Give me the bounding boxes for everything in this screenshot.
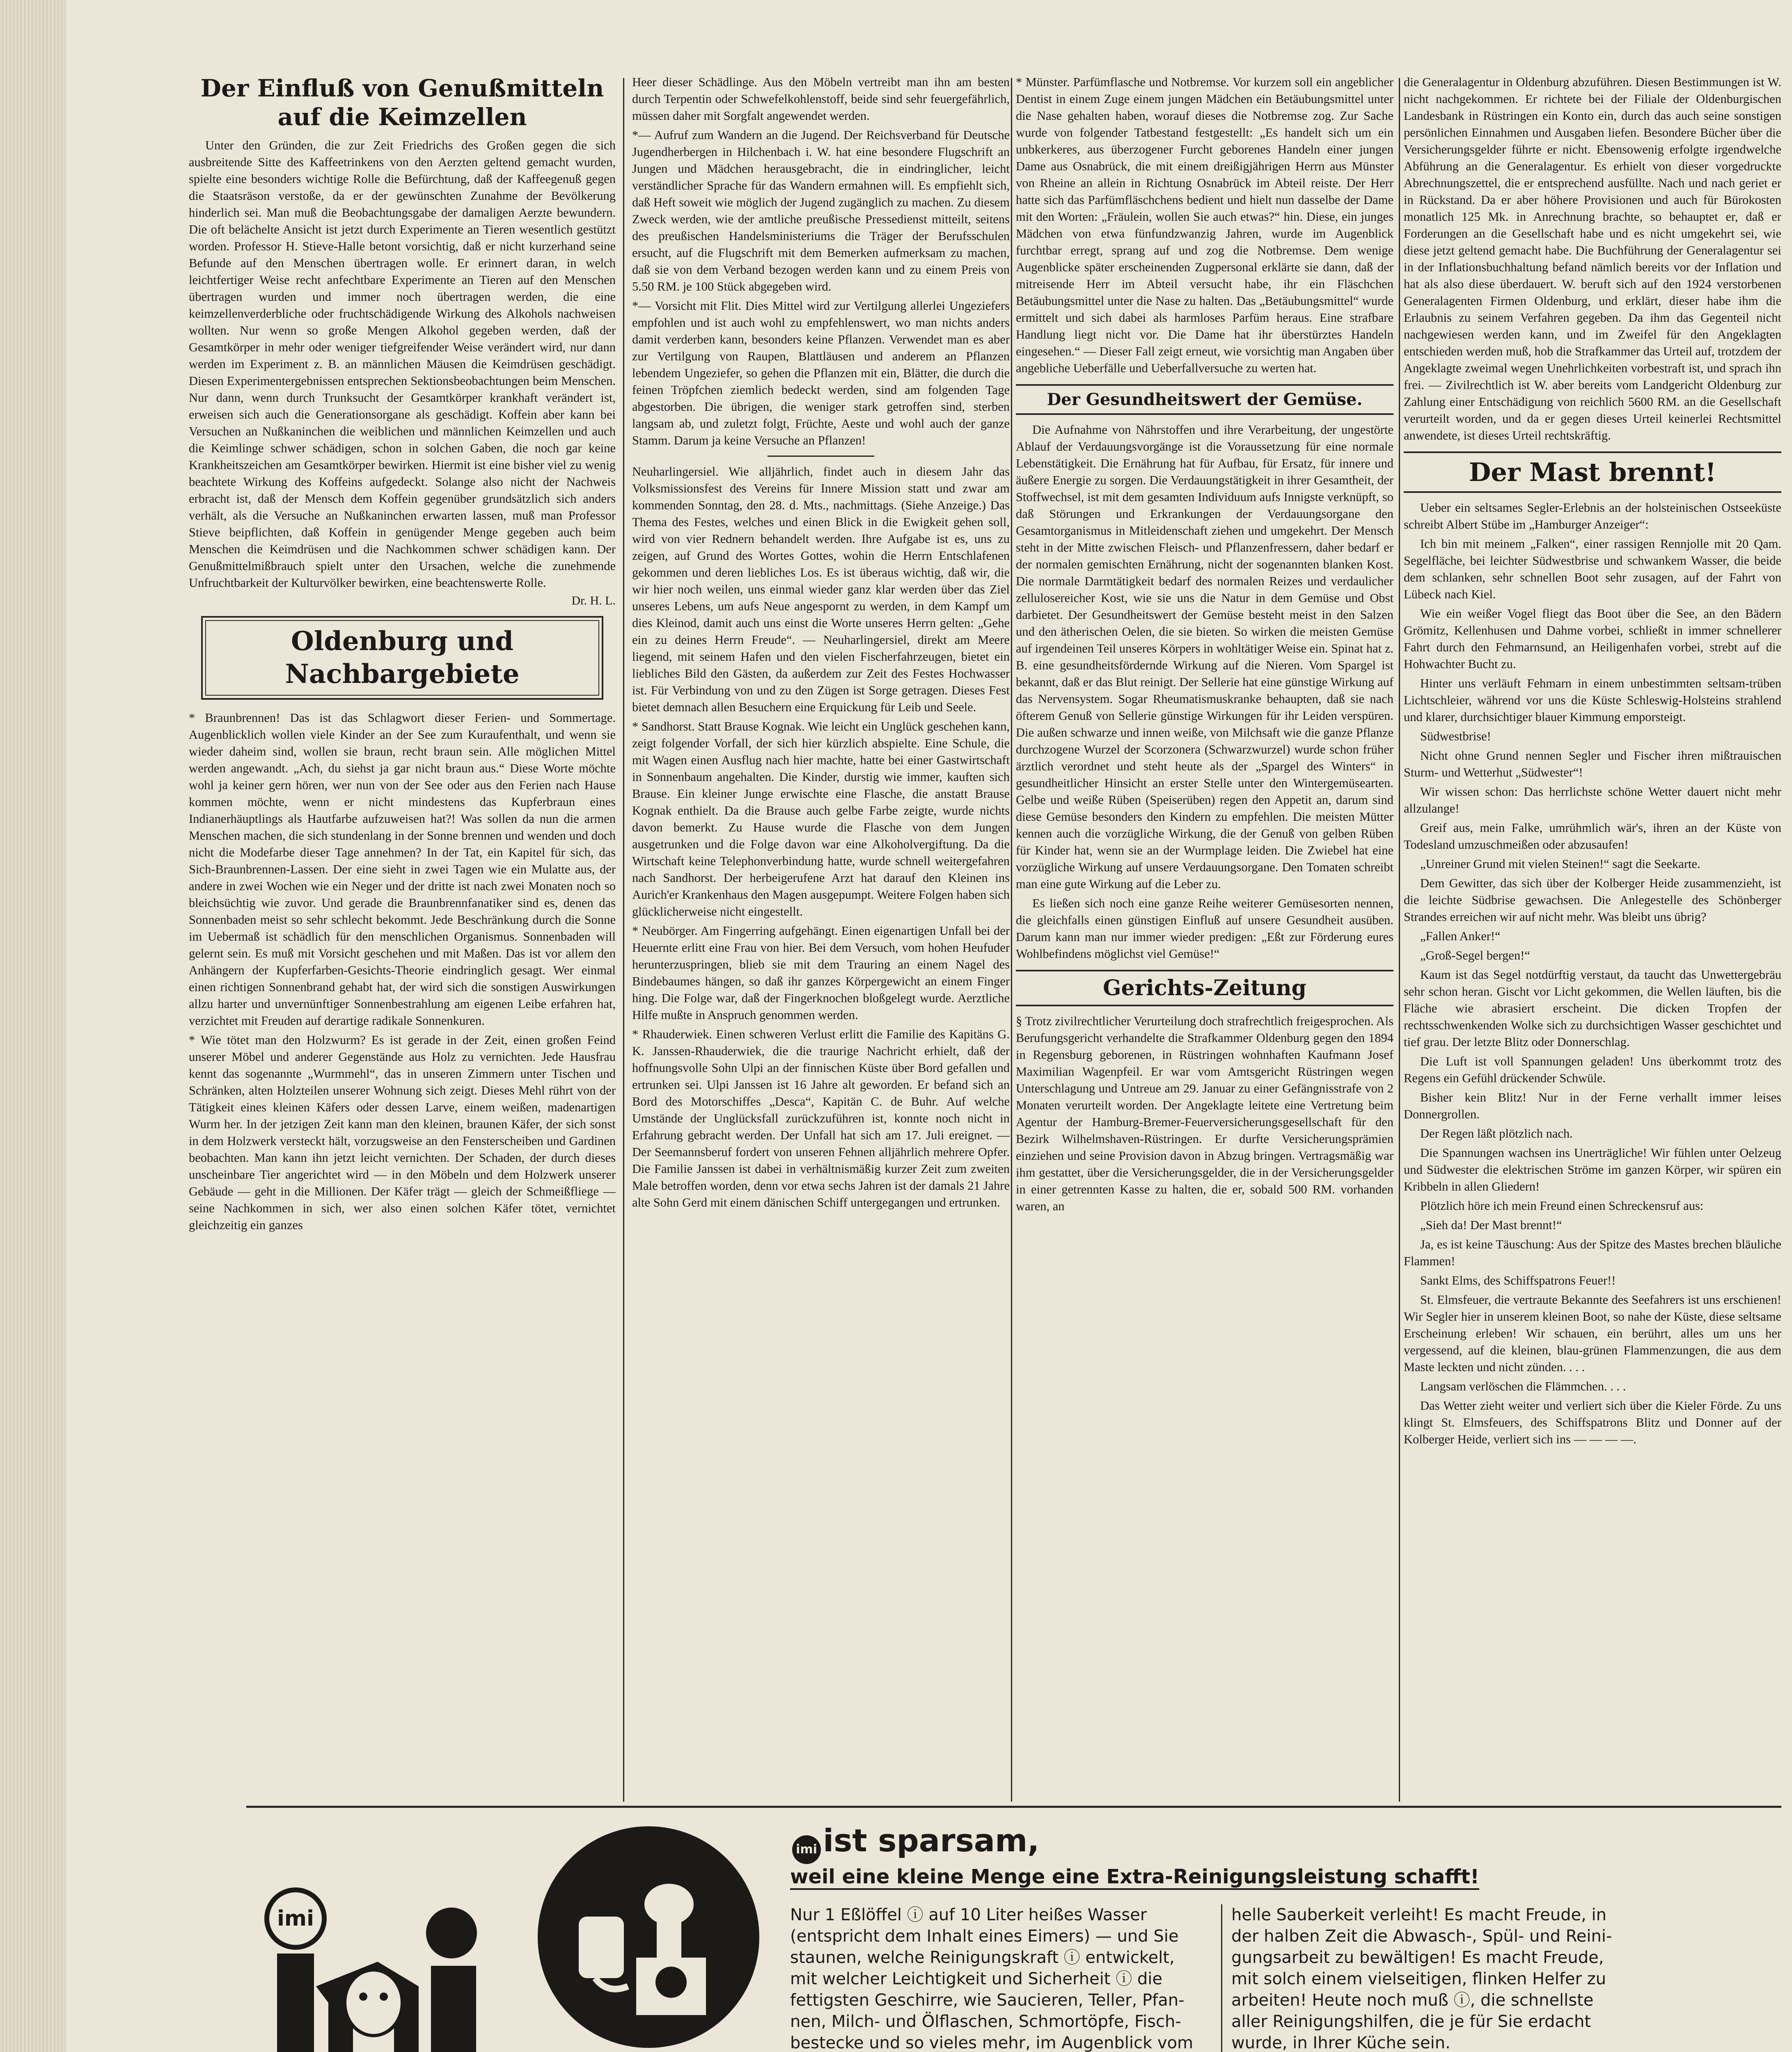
ad-line: bestecke und so vieles mehr, im Augenblick vom <box>790 2034 1193 2052</box>
divider <box>768 456 874 457</box>
article-mast-paragraph: Die Luft ist voll Spannungen geladen! Uns überkommt trotz des Regens ein Gefühl drückender Schwüle. <box>1404 1054 1781 1085</box>
article-holzwurm-continued: Heer dieser Schädlinge. Aus den Möbeln vertreibt man ihn am besten durch Terpentin oder Schwefelkohlenstoff, beide sind sehr feuergefährlich, müssen daher mit Sorgfalt angewendet werden. <box>632 75 1010 123</box>
ad-subheadline-text: weil eine kleine Menge eine Extra-Reinigungsleistung schafft! <box>790 1865 1479 1890</box>
article-gemuese: Die Aufnahme von Nährstoffen und ihre Verarbeitung, der ungestörte Ablauf der Verdauungsvorgänge ist die Voraussetzung für eine normale Lebenstätigkeit. Die Ernährung hat für Aufbau, für Ersatz, für innere und äußere Energie zu sorgen. Die Verdauungstätigkeit in ihrer Gesamtheit, der Stoffwechsel, ist mit dem gesamten Individuum aufs Innigste verknüpft, so daß Störungen und Erkrankungen der Verdauungsorgane den Gesamtorganismus in Mitleidenschaft ziehen und umgekehrt. Der Mensch steht in der Mitte zwischen Fleisch- und Pflanzenfressern, daher bedarf er der normalen gemischten Ernährung, nicht der sogenannten blanken Kost. Die normale Darmtätigkeit bedarf des normalen Reizes und verdaulicher zellulosereicher Kost, wie sie uns die Natur in dem Gemüse und Obst darbietet. Der Gesundheitswert der Gemüse besteht meist in den Salzen und den ätherischen Oelen, die sie bieten. So wirken die meisten Gemüse auf irgendeinen Teil unseres Körpers in wohltätiger Weise ein. Spinat hat z. B. eine gesundheitsfördernde Wirkung auf die Nieren. Vom Spargel ist bekannt, daß er das Blut reinigt. Der Sellerie hat eine günstige Wirkung auf das Nervensystem. Sogar Rheumatismuskranke behaupten, daß sie nach öfterem Genuß von Sellerie günstige Wirkungen für ihr Leiden verspüren. Die außen schwarze und innen weiße, von Milchsaft wie die ganze Pflanze durchzogene Wurzel der Scorzonera (Schwarzwurzel) wurde schon früher ärztlich verordnet und steht heute als der „Spargel des Winters“ in gesundheitlicher Hinsicht an erster Stelle unter den Wintergemüsearten. Gelbe und weiße Rüben (Speiserüben) regen den Appetit an, darum sind diese Gemüse besonders den Kindern zu empfehlen. Die meisten Mütter kennen auch die vorzügliche Wirkung, die der Genuß von gelben Rüben für Kinder hat, wenn sie an der Wurmplage leiden. Die Zwiebel hat eine vorzügliche Wirkung auf unsere Verdauungsorgane. Den Tomaten schreibt man eine gute Wirkung auf die Leber zu. <box>1016 423 1393 891</box>
ad-copy-divider <box>1221 1904 1222 2052</box>
article-braunbrennen: * Braunbrennen! Das ist das Schlagwort dieser Ferien- und Sommertage. Augenblicklich wollen viele Kinder an der See zum Kuraufenthalt, und wenn sie wieder daheim sind, wollen sie braun, recht braun sein. Alle möglichen Mittel werden angewandt. „Ach, du siehst ja gar nicht braun aus.“ Diese Worte möchte wohl ja keiner gern hören, wer nun von der See oder aus den Ferien nach Hause kommen möchte, wenn er nicht mindestens das Kupferbraun eines Indianerhäuptlings als Hautfarbe aufzuweisen hat?! Was sollen da nun die armen Menschen machen, die sich stundenlang in der Sonne brennen und wenden und doch nicht die Modefarbe dieser Tage annehmen? In der Tat, ein Kapitel für sich, das Sich-Braunbrennen-Lassen. Der eine sieht in zwei Tagen wie ein Mulatte aus, der andere in zwei Wochen wie ein Neger und der dritte ist nach zwei Monaten noch so bleichsüchtig wie zuvor. Und gerade die Braunbrennfanatiker sind es, denen das Sonnenbaden meist so sehr schlecht bekommt. Jede Beschränkung durch die Sonne im Uebermaß ist schädlich für den menschlichen Organismus. Sonnenbaden will gelernt sein. Es muß mit Vorsicht geschehen und mit Maßen. Das ist vor allem den Anhängern der Kupferfarben-Gesichts-Theorie eindringlich gesagt. Wer einmal einen richtigen Sonnenbrand gehabt hat, der wird sich die sonstigen Auswirkungen allzu harter und unvernünftiger Sonnenbestrahlung am eigenen Leibe erfahren hat, verzichtet mit Freuden auf derartige radikale Sonnenkuren. <box>189 711 616 1028</box>
mascot-head-label: imi <box>277 1906 314 1931</box>
column-rule <box>1011 78 1012 1802</box>
article-mast-paragraph: „Fallen Anker!“ <box>1420 929 1501 943</box>
ad-line: der halben Zeit die Abwasch-, Spül- und Reini- <box>1231 1927 1612 1946</box>
ad-line: Nur 1 Eßlöffel ⓘ auf 10 Liter heißes Wasser <box>790 1905 1147 1924</box>
article-neuboerger: * Neubörger. Am Fingerring aufgehängt. Einen eigenartigen Unfall bei der Heuernte erlitt eine Frau von hier. Bei dem Versuch, vom hohen Heufuder herunterzuspringen, blieb sie mit dem Trauring an einem Nagel des Bindebaumes hängen, so daß ihr ganzes Körpergewicht an einem Finger hing. Die Folge war, daß der Fingerknochen bloßgelegt wurde. Aerztliche Hilfe mußte in Anspruch genommen werden. <box>632 924 1010 1022</box>
ad-line: wurde, in Ihrer Küche sein. <box>1231 2034 1451 2052</box>
article-mast-paragraph: Nicht ohne Grund nennen Segler und Fischer ihren mißtrauischen Sturm- und Wetterhut „Südwester“! <box>1404 749 1781 779</box>
article-mast-paragraph: St. Elmsfeuer, die vertraute Bekannte des Seefahrers ist uns erschienen! Wir Segler hier in unserem kleinen Boot, so nahe der Küste, diese seltsame Erscheinung erleben! Wir schauen, ein berührt, alles um uns her vergessend, auf die kleinen, blau-grünen Flammenzungen, die aus dem Maste leckten und nicht zünden. . . . <box>1404 1293 1781 1374</box>
ad-copy-right <box>1231 1904 1642 2052</box>
article-mast-paragraph: Greif aus, mein Falke, umrühmlich wär's, ihren an der Küste von Todesland umzuschmeißen oder abzusaufen! <box>1404 821 1781 852</box>
ad-line: arbeiten! Heute noch muß ⓘ, die schnellste <box>1231 1991 1594 2010</box>
heading-gerichts-zeitung <box>1016 970 1393 1006</box>
article-signature: Dr. H. L. <box>571 594 616 607</box>
column-1 <box>189 74 616 1798</box>
article-mast-paragraph: „Groß-Segel bergen!“ <box>1420 948 1530 962</box>
article-muenster: * Münster. Parfümflasche und Notbremse. Vor kurzem soll ein angeblicher Dentist in einem Zuge einem jungen Mädchen ein Betäubungsmittel unter die Nase gehalten haben, worauf dieses die Notbremse zog. Zur Sache wurde von folgender Tatbestand festgestellt: „Es handelt sich um ein unbkerkeres, aus überzogener Furcht geborenes Handeln einer jungen Dame aus Osnabrück, die mit einem dreißigjährigen Herrn aus Münster von Rheine an allein in Richtung Osnabrück im Abteil reiste. Der Herr hatte sich das Parfümfläschchens bedient und hielt nun dasselbe der Dame mit den Worten: „Fräulein, wollen Sie auch etwas?“ hin. Diese, ein junges Mädchen von etwa fünfundzwanzig Jahren, wurde im Augenblick furchtbar erregt, sprang auf und zog die Notbremse. Dem wenige Augenblicke später erscheinenden Zugpersonal erklärte sie dann, daß der mitreisende Herr im Abteil versucht habe, ihr ein Fläschchen Betäubungsmittel unter die Nase zu halten. Das „Betäubungsmittel“ wurde ermittelt und sich dabei als harmloses Parfüm heraus. Eine strafbare Handlung liegt nicht vor. Die Dame hat ihr überstürztes Handeln eingesehen.“ — Dieser Fall zeigt erneut, wie vorsichtig man Angaben über angebliche Ueberfälle und Ueberfallversuche zu werten hat. <box>1016 75 1393 375</box>
article-mast-paragraph: Ja, es ist keine Täuschung: Aus der Spitze des Mastes brechen bläuliche Flammen! <box>1404 1237 1781 1268</box>
article-neuharlingersiel: Neuharlingersiel. Wie alljährlich, findet auch in diesem Jahr das Volksmissionsfest des Vereins für Innere Mission statt und zwar am kommenden Sonntag, den 28. d. Mts., nachmittags. (Siehe Anzeige.) Das Thema des Festes, welches und einen Blick in die Ewigkeit gehen soll, wird von vier Rednern behandelt werden. Ihre Aufgabe ist es, uns zu zeigen, auf Grund des Wortes Gottes, wohin die Herrn Entschlafenen gekommen und deren liebliches Los. Es ist überaus wichtig, daß wir, die wir hier noch weilen, uns einmal wieder ganz klar werden über das Ziel unseres Lebens, um aufs Neue angespornt zu werden, in dem Kampf um dies Kleinod, damit auch uns einst die Worte unseres Herrn gelten: „Gehe ein zu deines Herrn Freude“. — Neuharlingersiel, direkt am Meere liegend, mit seinem Hafen und den vielen Fischerfahrzeugen, bietet ein liebliches Bild den Gästen, da außerdem zur Zeit des Festes Hochwasser ist. Für Verbindung von und zu den Zügen ist Sorge getragen. Dieses Fest bietet demnach allen Besuchern eine Erquickung für Leib und Seele. <box>632 465 1010 714</box>
ad-line: staunen, welche Reinigungskraft ⓘ entwickelt, <box>790 1948 1175 1967</box>
ad-copy-left <box>790 1904 1217 2052</box>
article-rhauderwiek: * Rhauderwiek. Einen schweren Verlust erlitt die Familie des Kapitäns G. K. Janssen-Rhauderwiek, die die traurige Nachricht erhielt, daß der hoffnungsvolle Sohn Ulpi an der finnischen Küste über Bord gefallen und ertrunken sei. Ulpi Janssen ist 16 Jahre alt geworden. Er befand sich an Bord des Motorschiffes „Desca“, Kapitän C. de Buhr. Auf welche Umstände der Unglücksfall zurückzuführen ist, konnte noch nicht in Erfahrung gebracht werden. Der Unfall hat sich am 17. Juli ereignet. — Der Seemannsberuf fordert von unseren Fehnen alljährlich mehrere Opfer. Die Familie Janssen ist dabei in verhältnismäßig kurzer Zeit zum zweiten Male betroffen worden, denn vor etwa sechs Jahren ist der damals 21 Jahre alte Sohn Gerd mit einem dänischen Schiff untergegangen und ertrunken. <box>632 1027 1010 1209</box>
heading-mast-text: Der Mast brennt! <box>1469 457 1716 487</box>
heading-gemuese-text: Der Gesundheitswert der Gemüse. <box>1047 390 1363 409</box>
article-mast-paragraph: Die Spannungen wachsen ins Unerträgliche! Wir fühlen unter Oelzeug und Südwester die elektrischen Ströme im ganzen Körper, wir spüren ein Kribbeln in allen Gliedern! <box>1404 1146 1781 1193</box>
ad-line: (entspricht dem Inhalt eines Eimers) — und Sie <box>790 1927 1179 1946</box>
heading-gemuese <box>1016 384 1393 415</box>
article-mast-paragraph: Bisher kein Blitz! Nur in der Ferne verhallt immer leises Donnergrollen. <box>1404 1090 1781 1121</box>
article-mast-paragraph: Ich bin mit meinem „Falken“, einer rassigen Rennjolle mit 20 Qam. Segelfläche, bei leichter Südwestbrise und schwankem Wasser, die beide dem schlanken, sehr schnellen Boot sehr zusagen, auf der Fahrt von Lübeck nach Kiel. <box>1404 537 1781 601</box>
imi-mascot-illustration <box>238 1880 534 2052</box>
heading-mast <box>1404 451 1781 493</box>
ad-line: nen, Milch- und Ölflaschen, Schmortöpfe, Fisch- <box>790 2012 1181 2031</box>
article-body-genussmittel: Unter den Gründen, die zur Zeit Friedrichs des Großen gegen die sich ausbreitende Sitte des Kaffeetrinkens von den Aerzten geltend gemacht wurden, spielte eine besonders wichtige Rolle die Befürchtung, daß der Kaffeegenuß gegen die Staatsräson verstoße, da er der gewünschten Zunahme der Bevölkerung hinderlich sei. Man muß die Beobachtungsgabe der damaligen Aerzte bewundern. Die oft belächelte Ansicht ist jetzt durch Experimente an Tieren wesentlich gestützt worden. Professor H. Stieve-Halle betont vorsichtig, daß er nicht kurzerhand seine Befunde auf den Menschen übertragen wolle. Er erinnert daran, in welch leichtfertiger Weise recht anfechtbare Experimente an Tieren auf den Menschen übertragen wurden und immer noch übertragen werden, die eine keimzellenverderbliche oder fruchtschädigende Wirkung des Alkohols nachweisen wollten. Nur wenn so große Mengen Alkohol gegeben werden, daß der Gesamtkörper in mehr oder weniger tiefgreifender Weise verändert wird, nur dann werden im Experiment z. B. an männlichen Mäusen die Keimdrüsen geschädigt. Diesen Experimentergebnissen entsprechen Sektionsbeobachtungen beim Menschen. Nur dann, wenn durch Trunksucht der Gesamtkörper krankhaft verändert ist, erweisen sich auch die Generationsorgane als geschädigt. Koffein aber kann bei Versuchen an Nußkaninchen die weiblichen und männlichen Keimzellen und auch die Keimlinge schwer schädigen, schon in solchen Gaben, die noch gar keine Krankheitszeichen am Gesamtkörper bewirken. Hiermit ist eine bisher viel zu wenig beachtete Wirkung des Koffeins aufgedeckt. Solange also nicht der Nachweis erbracht ist, daß der Mensch dem Koffein gegenüber grundsätzlich sich anders verhält, als die Versuche an Nußkaninchen erwarten lassen, muß man Professor Stieve beipflichten, daß Koffein in genügender Menge gegeben auch beim Menschen die Keimdrüsen und die Nachkommen schwer schädigen kann. Der Genußmittelmißbrauch spielt unter den Ursachen, welche die zunehmende Unfruchtbarkeit der Kulturvölker bewirken, eine beachtenswerte Rolle. <box>189 138 616 590</box>
article-mast-paragraph: „Unreiner Grund mit vielen Steinen!“ sagt die Seekarte. <box>1420 857 1700 871</box>
article-mast-paragraph: Der Regen läßt plötzlich nach. <box>1420 1127 1573 1141</box>
article-mast-paragraph: „Sieh da! Der Mast brennt!“ <box>1420 1218 1562 1232</box>
article-mast-body <box>1404 499 1781 1448</box>
article-aufruf-wandern: *— Aufruf zum Wandern an die Jugend. Der Reichsverband für Deutsche Jugendherbergen in Hilchenbach i. W. hat eine besondere Flugschrift an Jungen und Mädchen herausgebracht, die in eindringlicher, leicht verständlicher Sprache für das Wandern ermahnen will. Es empfiehlt sich, daß Heft soweit wie möglich der Jugend zugänglich zu machen. Zu diesem Zweck werden, wie der amtliche preußische Pressedienst mitteilt, seitens des preußischen Handelsministeriums die Träger der Berufsschulen ersucht, auf die Flugschrift mit dem Bemerken aufmerksam zu machen, daß sie von dem Verband bezogen werden kann und zu einem Preis von 5.50 RM. je 100 Stück abgegeben wird. <box>632 128 1010 293</box>
article-vorsicht-flit: *— Vorsicht mit Flit. Dies Mittel wird zur Vertilgung allerlei Ungeziefers empfohlen und ist auch wohl zu empfehlenswert, wo man nichts anders damit verderben kann, besonders keine Pflanzen. Verwendet man es aber zur Vertilgung von Raupen, Blattläusen und anderem an Pflanzen lebendem Ungeziefer, so gehen die Pflanzen mit ein, Blätter, die durch die feinen Tröpfchen ziemlich bedeckt werden, sind am folgenden Tage abgestorben. Die übrigen, die weniger stark getroffen sind, sterben langsam ab, und zuletzt folgt, Früchte, Aeste und wohl auch der ganze Stamm. Darum ja keine Versuche an Pflanzen! <box>632 299 1010 447</box>
column-rule <box>623 78 624 1802</box>
article-mast-paragraph: Sankt Elms, des Schiffspatrons Feuer!! <box>1420 1273 1616 1287</box>
article-mast-paragraph: Das Wetter zieht weiter und verliert sich über die Kieler Förde. Zu uns klingt St. Elmsfeuers, des Schiffspatrons Blitz und Donner auf der Kolberger Heide, verliert sich ins — — — —. <box>1404 1399 1781 1446</box>
ad-headline-text: ist sparsam, <box>823 1822 1040 1859</box>
article-gericht: § Trotz zivilrechtlicher Verurteilung doch strafrechtlich freigesprochen. Als Berufungsgericht verhandelte die Strafkammer Oldenburg gegen den 1894 in Regensburg geborenen, in Rüstringen wohnhaften Kaufmann Josef Maximilian Wagenpfeil. Er war vom Amtsgericht Rüstringen wegen Unterschlagung und Untreue am 29. Januar zu einer Gefängnisstrafe von 2 Monaten verurteilt worden. Der Angeklagte leitete eine Vertretung beim Agentur der Hamburg-Bremer-Feuerversicherungsgesellschaft für den Bezirk Wilhelmshaven-Rüstringen. Er durfte Versicherungsprämien einziehen und seine Provision davon in Abzug bringen. Vertragsmäßig war ihm gestattet, über die Versicherungsgelder, die in der Versicherungsgelder in einer getrennten Kasse zu halten, die er, sobald 500 RM. vorhanden waren, an <box>1016 1014 1393 1213</box>
article-mast-paragraph: Langsam verlöschen die Flämmchen. . . . <box>1420 1379 1626 1393</box>
article-sandhorst: * Sandhorst. Statt Brause Kognak. Wie leicht ein Unglück geschehen kann, zeigt folgender Vorfall, der sich hier kürzlich abspielte. Eine Schule, die mit Wagen einen Ausflug nach hier machte, hatte bei einer Gastwirtschaft in Sonnenbaum angehalten. Die Kinder, durstig wie immer, kauften sich Brause. Ein kleiner Junge erwischte eine Flasche, die anstatt Brause Kognak enthielt. Da die Brause auch gelbe Farbe zeigte, wurde nichts davon bemerkt. Zu Hause wurde die Flasche von dem Jungen ausgetrunken und die Folge davon war eine Alkoholvergiftung. Da die Wirtschaft keine Telephonverbindung hatte, wurde schnell weitergefahren nach Sandhorst. Der herbeigerufene Arzt hat darauf den Kleinen ins Aurich'er Krankenhaus den Magen ausgepumpt. Weitere Folgen haben sich glücklicherweise nicht eingestellt. <box>632 719 1010 918</box>
ad-headline <box>792 1822 1039 1864</box>
article-mast-paragraph: Südwestbrise! <box>1420 729 1491 743</box>
column-3 <box>1016 74 1393 1798</box>
imi-logo-dot: imi <box>792 1835 821 1864</box>
column-rule <box>1399 78 1400 1802</box>
ad-line: gungsarbeit zu bewältigen! Es macht Freude, <box>1231 1948 1604 1967</box>
section-title-oldenburg: Oldenburg und Nachbargebiete <box>285 626 520 689</box>
article-mast-paragraph: Ueber ein seltsames Segler-Erlebnis an der holsteinischen Ostseeküste schreibt Albert Stübe im „Hamburger Anzeiger“: <box>1404 501 1781 531</box>
column-4 <box>1404 74 1781 1798</box>
article-mast-paragraph: Wie ein weißer Vogel fliegt das Boot über die See, an den Bädern Grömitz, Kellenhusen und Dahme vorbei, schließt in immer schnellerer Fahrt durch den Fehmarnsund, an Heiligenhafen vorbei, strebt auf die Hohwachter Bucht zu. <box>1404 607 1781 671</box>
article-gericht-continued: die Generalagentur in Oldenburg abzuführen. Diesen Bestimmungen ist W. nicht nachgekommen. Er richtete bei der Filiale der Oldenburgischen Landesbank in Rüstringen ein Konto ein, durch das auch seine sonstigen persönlichen Einnahmen und Ausgaben liefen. Besondere Bücher über die Versicherungsgelder führte er nicht. Ebensowenig erfolgte irgendwelche Abführung an die Generalagentur. Es erhielt von dieser vorgedruckte Abrechnungszettel, die er entsprechend ausfüllte. Nach und nach geriet er in Rückstand. Da er aber höhere Provisionen und auch für Bürokosten monatlich 125 Mk. in Anrechnung brachte, so behauptet er, daß er Forderungen an die Gesellschaft habe und es nicht umgekehrt sei, wie diese jetzt geltend gemacht habe. Die Buchführung der Generalagentur sei in der Inflationsbuchhaltung befand nämlich bereits vor der Inflation und hat als also diese überdauert. W. beruft sich auf den 1924 verstorbenen Generalagenten Firmen Oldenburg, und erklärt, dieser habe ihm die Erlaubnis zu seinem Verfahren gegeben. Da ihm das Gegenteil nicht nachgewiesen werden kann, und im Zweifel für den Angeklagten entschieden werden muß, hob die Strafkammer das Urteil auf, trotzdem der Angeklagte zweimal wegen Unehrlichkeiten vorbestraft ist, und sprach ihn frei. — Zivilrechtlich ist W. aber bereits vom Landgericht Oldenburg zur Zahlung einer Entschädigung von reichlich 5600 RM. an die Gesellschaft verurteilt worden, und da er gegen dieses Urteil keinerlei Rechtsmittel anwendete, ist dieses Urteil rechtskräftig. <box>1404 75 1781 442</box>
ad-line: aller Reinigungshilfen, die je für Sie erdacht <box>1231 2012 1591 2031</box>
ad-line: mit solch einem vielseitigen, flinken Helfer zu <box>1231 1970 1606 1988</box>
column-2 <box>632 74 1010 1798</box>
imi-advertisement <box>238 1822 1625 2052</box>
kitchen-scene-illustration <box>534 1822 763 2052</box>
ad-line: fettigsten Geschirre, wie Saucieren, Teller, Pfan- <box>790 1991 1185 2010</box>
article-gemuese-end: Es ließen sich noch eine ganze Reihe weiterer Gemüsesorten nennen, die gleichfalls einen günstigen Einfluß auf unsere Gesundheit ausüben. Darum kann man nur immer wieder predigen: „Eßt zur Förderung eures Wohlbefindens möglichst viel Gemüse!“ <box>1016 896 1393 961</box>
ad-top-rule <box>246 1806 1781 1808</box>
article-mast-paragraph: Dem Gewitter, das sich über der Kolberger Heide zusammenzieht, ist die leichte Südbrise gewachsen. Die Anlegestelle des Schönberger Strandes erreichen wir auf nicht mehr. Was bleibt uns übrig? <box>1404 876 1781 924</box>
heading-gerichts-text: Gerichts-Zeitung <box>1103 976 1306 1001</box>
article-title-genussmittel: Der Einfluß von Genußmitteln auf die Keimzellen <box>200 74 604 131</box>
section-heading-box <box>201 616 603 700</box>
article-mast-paragraph: Kaum ist das Segel notdürftig verstaut, da taucht das Unwettergebräu sehr schon heran. Gischt vor Licht gekommen, die Wellen läuften, bis die Fläche wie abrasiert erscheint. Die dicken Tropfen der rechtsschwenkenden Wolke sich zu durchsichtigen Wasser geschichtet und tief grau. Der letzte Blitz oder Donnerschlag. <box>1404 968 1781 1049</box>
ad-subheadline <box>790 1865 1479 1888</box>
ad-line: helle Sauberkeit verleiht! Es macht Freude, in <box>1231 1905 1606 1924</box>
article-holzwurm: * Wie tötet man den Holzwurm? Es ist gerade in der Zeit, einen großen Feind unserer Möbel und anderer Gegenstände aus Holz zu vernichten. Jede Hausfrau kennt das sogenannte „Wurmmehl“, das in unseren Zimmern unter Tischen und Schränken, alten Holzteilen unserer Wohnung sich zeigt. Dieses Mehl rührt von der Tätigkeit eines kleinen Käfers oder dessen Larve, einem weißen, madenartigen Wurm her. In der jetzigen Zeit kann man den kleinen, braunen Käfer, der sich sonst in dem Holzwerk versteckt hält, vorzugsweise an den Fensterscheiben und Gardinen beobachten. Man kann ihn jetzt leicht vernichten. Der Schaden, der durch dieses unscheinbare Tier angerichtet wird — in den Möbeln und dem Holzwerk unserer Gebäude — geht in die Millionen. Der Käfer trägt — gleich der Schmeißfliege — seine Nachkommen in sich, wer also einen solchen Käfer tötet, vernichtet gleichzeitig ein ganzes <box>189 1033 616 1232</box>
article-mast-paragraph: Hinter uns verläuft Fehmarn in einem unbestimmten seltsam-trüben Lichtschleier, während vor uns die Küste Schleswig-Holsteins strahlend und klarer, durchsichtiger blauer Kimmung emporsteigt. <box>1404 676 1781 724</box>
book-page-edges <box>0 0 66 2052</box>
ad-line: mit welcher Leichtigkeit und Sicherheit ⓘ die <box>790 1970 1163 1988</box>
article-mast-paragraph: Wir wissen schon: Das herrlichste schöne Wetter dauert nicht mehr allzulange! <box>1404 785 1781 815</box>
article-mast-paragraph: Plötzlich höre ich mein Freund einen Schreckensruf aus: <box>1420 1199 1704 1213</box>
